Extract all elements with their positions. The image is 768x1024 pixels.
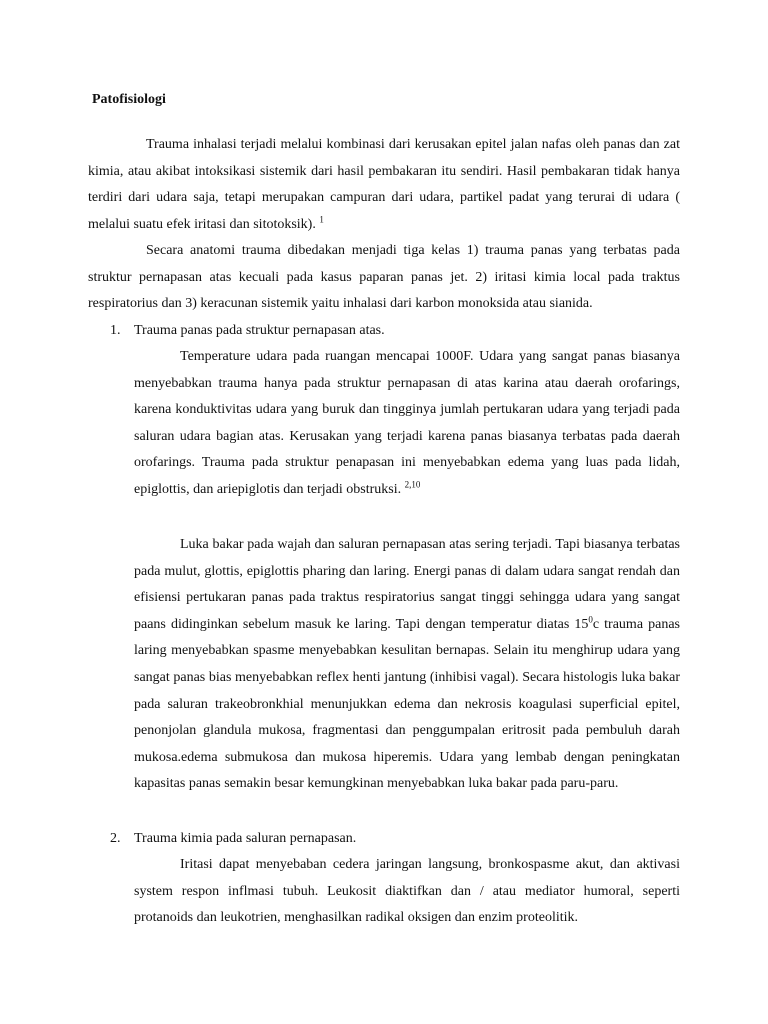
item-1-paragraph-2-text-a: Luka bakar pada wajah dan saluran pernapasan atas sering terjadi. Tapi biasanya terbatas pada mulut, glottis, epiglottis pharing dan laring. Energi panas di dalam udara sangat rendah dan efisiensi pertukaran panas pada traktus respiratorius sangat tinggi sehingga udara yang sangat paans didinginkan sebelum masuk ke laring. Tapi dengan temperatur diatas 15 bbox=[134, 537, 680, 632]
intro-paragraph-1 bbox=[88, 132, 680, 238]
list-number-2: 2. bbox=[110, 831, 121, 846]
item-1-paragraph-1 bbox=[134, 344, 680, 504]
intro-paragraph-2: Secara anatomi trauma dibedakan menjadi tiga kelas 1) trauma panas yang terbatas pada struktur pernapasan atas kecuali pada kasus paparan panas jet. 2) iritasi kimia local pada traktus respiratorius dan 3) keracunan sistemik yaitu inhalasi dari karbon monoksida atau sianida. bbox=[88, 243, 680, 311]
item-1-paragraph-1-text: Temperature udara pada ruangan mencapai 1000F. Udara yang sangat panas biasanya menyebabkan trauma hanya pada struktur pernapasan di atas karina atau daerah orofarings, karena konduktivitas udara yang buruk dan tingginya jumlah pertukaran udara yang terjadi pada saluran udara bagian atas. Kerusakan yang terjadi karena panas biasanya terbatas pada daerah orofarings. Trauma pada struktur penapasan ini menyebabkan edema yang luas pada lidah, epiglottis, dan ariepiglotis dan terjadi obstruksi. bbox=[134, 349, 680, 497]
footnote-ref: 2,10 bbox=[404, 479, 421, 490]
list-number-1: 1. bbox=[110, 323, 121, 338]
item-1-paragraph-2 bbox=[134, 532, 680, 798]
list-item-1-title: Trauma panas pada struktur pernapasan atas. bbox=[134, 323, 385, 338]
list-item-2-title: Trauma kimia pada saluran pernapasan. bbox=[134, 831, 357, 846]
item-1-paragraph-2-text-b: c trauma panas laring menyebabkan spasme menyebabkan kesulitan bernapas. Selain itu menghirup udara yang sangat panas bias menyebabkan reflex henti jantung (inhibisi vagal). Secara histologis luka bakar pada saluran trakeobronkhial menunjukkan edema dan nekrosis koagulasi superficial epitel, penonjolan glandula mukosa, fragmentasi dan penggumpalan eritrosit pada pembuluh darah mukosa.edema submukosa dan mukosa hiperemis. Udara yang lembab dengan peningkatan kapasitas panas semakin besar kemungkinan menyebabkan luka bakar pada paru-paru. bbox=[134, 616, 680, 792]
section-heading: Patofisiologi bbox=[92, 92, 166, 107]
footnote-ref: 1 bbox=[319, 213, 324, 224]
item-2-paragraph-1: Iritasi dapat menyebaban cedera jaringan langsung, bronkospasme akut, dan aktivasi system respon inflmasi tubuh. Leukosit diaktifkan dan / atau mediator humoral, seperti protanoids dan leukotrien, menghasilkan radikal oksigen dan enzim proteolitik. bbox=[134, 857, 680, 926]
degree-superscript: 0 bbox=[588, 614, 593, 625]
intro-paragraph-1-text: Trauma inhalasi terjadi melalui kombinasi dari kerusakan epitel jalan nafas oleh panas dan zat kimia, atau akibat intoksikasi sistemik dari hasil pembakaran itu sendiri. Hasil pembakaran tidak hanya terdiri dari udara saja, tetapi merupakan campuran dari udara, partikel padat yang terurai di udara ( melalui suatu efek iritasi dan sitotoksik). bbox=[88, 137, 680, 232]
